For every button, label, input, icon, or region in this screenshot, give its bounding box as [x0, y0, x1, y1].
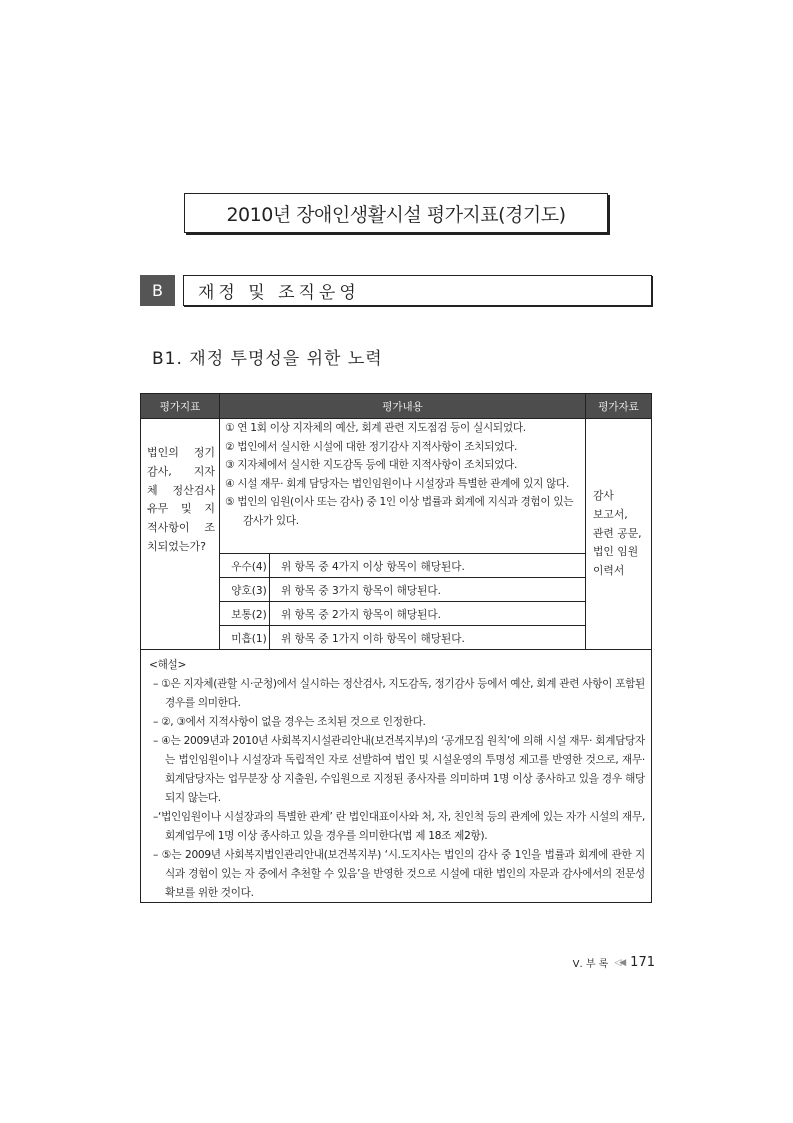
double-left-arrow-icon: ◁◀	[614, 957, 625, 968]
explanation-bullet: – ②, ③에서 지적사항이 없을 경우는 조치된 것으로 인정한다.	[153, 716, 426, 728]
evaluation-item: ② 법인에서 실시한 시설에 대한 정기감사 지적사항이 조치되었다.	[225, 440, 518, 453]
sub-heading: B1. 재정 투명성을 위한 노력	[152, 349, 383, 369]
grade-desc: 위 항목 중 2가지 항목이 해당된다.	[281, 608, 441, 621]
divider	[219, 394, 220, 649]
criterion-line: 적사항이 조	[147, 521, 215, 535]
grade-label: 보통(2)	[231, 608, 267, 621]
section-title: 재정 및 조직운영	[183, 275, 652, 306]
criterion-line: 감사, 지자	[147, 464, 215, 478]
criterion-line: 치되었는가?	[147, 539, 206, 553]
explanation-block	[149, 656, 645, 903]
grade-desc: 위 항목 중 4가지 이상 항목이 해당된다.	[281, 560, 465, 573]
divider	[585, 394, 586, 649]
document-line: 관련 공문,	[593, 526, 642, 540]
grade-row	[225, 602, 585, 626]
section-letter: B	[140, 275, 175, 306]
evaluation-item: ① 연 1회 이상 지자체의 예산, 회계 관련 지도점검 등이 실시되었다.	[225, 422, 526, 434]
grade-label: 미흡(1)	[231, 632, 267, 645]
grade-label: 우수(4)	[231, 560, 267, 573]
criterion-line: 체 정산검사	[147, 483, 215, 497]
header-documents: 평가자료	[586, 394, 651, 418]
header-criterion: 평가지표	[141, 394, 219, 418]
document-line: 법인 임원	[593, 545, 639, 559]
grade-row	[225, 578, 585, 602]
criterion-line: 법인의 정기	[147, 446, 215, 459]
section-bar	[140, 275, 652, 306]
evaluation-table	[140, 393, 652, 903]
grade-desc: 위 항목 중 3가지 항목이 해당된다.	[281, 584, 441, 597]
criterion-line: 유무 및 지	[147, 502, 215, 516]
document-line: 보고서,	[593, 507, 628, 521]
page-number: 171	[630, 955, 655, 970]
header-content: 평가내용	[220, 394, 585, 418]
explanation-heading: <해설>	[149, 659, 187, 671]
page-footer	[573, 955, 655, 970]
page-title: 2010년 장애인생활시설 평가지표(경기도)	[184, 193, 608, 233]
explanation-bullet: – ④는 2009년과 2010년 사회복지시설관리안내(보건복지부)의 ‘공개모집 원칙’에 의해 시설 재무· 회계담당자는 법인임원이나 시설장과 독립적인 자로 선발하여 법인 및 시설운영의 투명성 제고를 반영한 것으로, 재무· 회계담당자는 업무분장 상 지출원, 수입원으로 지정된 종사자를 의미하며 1명 이상 종사하고 있을 경우 해당되지 않는다.	[153, 735, 645, 804]
grade-row	[225, 626, 585, 650]
document-line: 이력서	[593, 564, 625, 578]
explanation-bullet: – ⑤는 2009년 사회복지법인관리안내(보건복지부) ‘시.도지사는 법인의 감사 중 1인을 법률과 회계에 관한 지식과 경험이 있는 자 중에서 추천할 수 있음’을 반영한 것으로 시설에 대한 법인의 자문과 감사에서의 전문성 확보를 위한 것이다.	[153, 849, 645, 899]
grade-label: 양호(3)	[231, 584, 267, 597]
evaluation-item: ③ 지자체에서 실시한 지도감독 등에 대한 지적사항이 조치되었다.	[225, 459, 518, 472]
criterion-text	[147, 444, 215, 557]
evaluation-items	[225, 419, 585, 531]
grade-desc: 위 항목 중 1가지 이하 항목이 해당된다.	[281, 632, 465, 645]
explanation-bullet: – ①은 지자체(관할 시·군청)에서 실시하는 정산검사, 지도감독, 정기감사 등에서 예산, 회계 관련 사항이 포함된 경우를 의미한다.	[153, 678, 645, 709]
explanation-bullet: –‘법인임원이나 시설장과의 특별한 관계’ 란 법인대표이사와 처, 자, 친인척 등의 관계에 있는 자가 시설의 재무, 회계업무에 1명 이상 종사하고 있을 경우를 의미한다(법 제 18조 제2항).	[153, 811, 645, 842]
grade-row	[225, 554, 585, 578]
documents-list	[593, 487, 651, 581]
document-line: 감사	[593, 489, 614, 502]
evaluation-item: ⑤ 법인의 임원(이사 또는 감사) 중 1인 이상 법률과 회계에 지식과 경험이 있는 감사가 있다.	[225, 496, 574, 527]
footer-label: Ⅴ. 부 록	[572, 959, 609, 970]
evaluation-item: ④ 시설 재무· 회계 담당자는 법인임원이나 시설장과 특별한 관계에 있지 않다.	[225, 477, 570, 490]
